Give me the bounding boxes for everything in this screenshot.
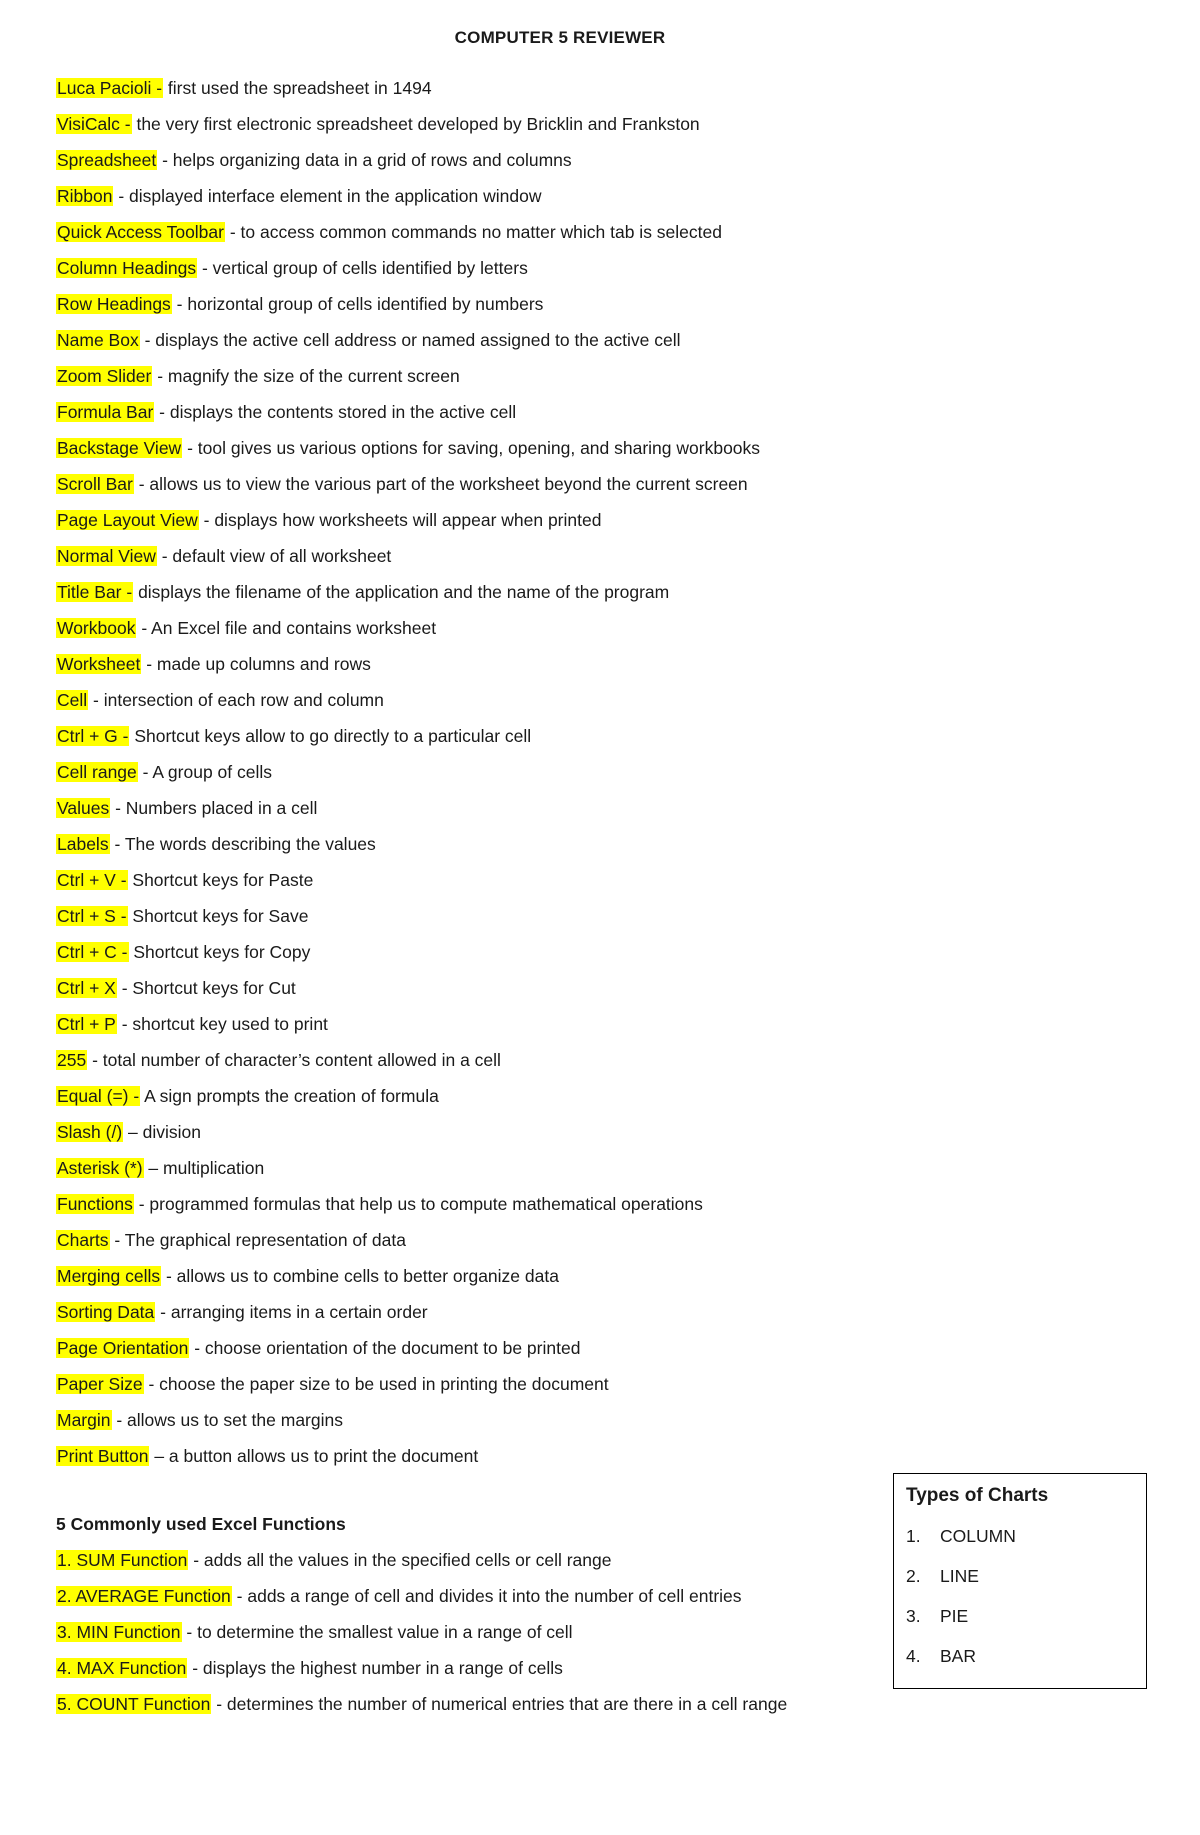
term-definition: - An Excel file and contains worksheet bbox=[136, 618, 437, 638]
term-definition: - displays the contents stored in the active cell bbox=[154, 402, 517, 422]
definition-line bbox=[56, 1692, 1056, 1728]
term-definition: - Numbers placed in a cell bbox=[110, 798, 318, 818]
highlighted-term: Asterisk (*) bbox=[57, 1158, 143, 1178]
definition-line bbox=[56, 1300, 1056, 1336]
chart-types-box bbox=[893, 1473, 1147, 1689]
definition-line bbox=[56, 1048, 1056, 1084]
highlighted-term: Slash (/) bbox=[57, 1122, 123, 1142]
definition-line bbox=[56, 256, 1056, 292]
definition-line bbox=[56, 904, 1056, 940]
term-definition: - made up columns and rows bbox=[141, 654, 371, 674]
definition-line bbox=[56, 1084, 1056, 1120]
chart-type-item bbox=[906, 1604, 1016, 1644]
term-definition: - vertical group of cells identified by letters bbox=[197, 258, 528, 278]
highlighted-term: Merging cells bbox=[57, 1266, 161, 1286]
term-definition: - The graphical representation of data bbox=[109, 1230, 406, 1250]
highlighted-term: Quick Access Toolbar bbox=[57, 222, 224, 242]
definition-line bbox=[56, 868, 1056, 904]
definition-line bbox=[56, 184, 1056, 220]
definition-line bbox=[56, 112, 1056, 148]
term-definition: Shortcut keys for Copy bbox=[128, 942, 311, 962]
highlighted-term: Ctrl + P bbox=[57, 1014, 116, 1034]
chart-types-title: Types of Charts bbox=[906, 1485, 1049, 1506]
chart-types-list bbox=[906, 1524, 1016, 1684]
highlighted-term: Equal (=) - bbox=[57, 1086, 140, 1106]
highlighted-term: Page Layout View bbox=[57, 510, 198, 530]
definition-line bbox=[56, 328, 1056, 364]
definition-line bbox=[56, 1120, 1056, 1156]
highlighted-term: Sorting Data bbox=[57, 1302, 155, 1322]
highlighted-term: Ctrl + X bbox=[57, 978, 116, 998]
highlighted-term: 2. AVERAGE Function bbox=[57, 1586, 231, 1606]
definition-line bbox=[56, 1408, 1056, 1444]
highlighted-term: Workbook bbox=[57, 618, 136, 638]
term-definition: - allows us to set the margins bbox=[111, 1410, 343, 1430]
term-definition: first used the spreadsheet in 1494 bbox=[163, 78, 432, 98]
chart-type-label: BAR bbox=[940, 1646, 976, 1666]
definition-line bbox=[56, 1336, 1056, 1372]
highlighted-term: Margin bbox=[57, 1410, 111, 1430]
highlighted-term: 255 bbox=[57, 1050, 87, 1070]
term-definition: - displays the active cell address or named assigned to the active cell bbox=[139, 330, 681, 350]
term-definition: - horizontal group of cells identified by numbers bbox=[171, 294, 544, 314]
definition-line bbox=[56, 1264, 1056, 1300]
highlighted-term: Ctrl + S - bbox=[57, 906, 127, 926]
definition-line bbox=[56, 724, 1056, 760]
highlighted-term: Cell bbox=[57, 690, 88, 710]
definition-line bbox=[56, 940, 1056, 976]
definition-line bbox=[56, 472, 1056, 508]
term-definition: - adds all the values in the specified cells or cell range bbox=[188, 1550, 612, 1570]
highlighted-term: Spreadsheet bbox=[57, 150, 157, 170]
list-number: 3. bbox=[906, 1606, 921, 1626]
highlighted-term: Name Box bbox=[57, 330, 139, 350]
definition-line bbox=[56, 688, 1056, 724]
definition-line bbox=[56, 580, 1056, 616]
term-definition: - to access common commands no matter which tab is selected bbox=[224, 222, 722, 242]
highlighted-term: Cell range bbox=[57, 762, 137, 782]
chart-type-item bbox=[906, 1644, 1016, 1684]
chart-type-label: PIE bbox=[940, 1606, 969, 1626]
definition-line bbox=[56, 1012, 1056, 1048]
term-definition: - shortcut key used to print bbox=[116, 1014, 328, 1034]
term-definition: - Shortcut keys for Cut bbox=[116, 978, 296, 998]
functions-section-title: 5 Commonly used Excel Functions bbox=[56, 1514, 346, 1534]
term-definition: - intersection of each row and column bbox=[88, 690, 384, 710]
highlighted-term: Labels bbox=[57, 834, 109, 854]
definition-line bbox=[56, 436, 1056, 472]
chart-type-item bbox=[906, 1524, 1016, 1564]
definition-line bbox=[56, 508, 1056, 544]
term-definition: Shortcut keys for Paste bbox=[127, 870, 314, 890]
definition-line bbox=[56, 76, 1056, 112]
chart-type-label: LINE bbox=[940, 1566, 979, 1586]
highlighted-term: Functions bbox=[57, 1194, 133, 1214]
chart-type-item bbox=[906, 1564, 1016, 1604]
term-definition: - displayed interface element in the application window bbox=[113, 186, 542, 206]
term-definition: – division bbox=[123, 1122, 201, 1142]
highlighted-term: Title Bar - bbox=[57, 582, 133, 602]
definition-line bbox=[56, 148, 1056, 184]
page-title: COMPUTER 5 REVIEWER bbox=[454, 28, 666, 47]
term-definition: displays the filename of the application and the name of the program bbox=[133, 582, 670, 602]
definition-line bbox=[56, 220, 1056, 256]
definition-line bbox=[56, 652, 1056, 688]
term-definition: - default view of all worksheet bbox=[156, 546, 392, 566]
definition-line bbox=[56, 292, 1056, 328]
term-definition: - allows us to view the various part of the worksheet beyond the current screen bbox=[133, 474, 748, 494]
term-definition: - allows us to combine cells to better organize data bbox=[161, 1266, 559, 1286]
term-definition: - displays how worksheets will appear when printed bbox=[198, 510, 602, 530]
definition-line bbox=[56, 976, 1056, 1012]
definition-line bbox=[56, 832, 1056, 868]
highlighted-term: Values bbox=[57, 798, 110, 818]
term-definition: - tool gives us various options for saving, opening, and sharing workbooks bbox=[182, 438, 761, 458]
highlighted-term: Row Headings bbox=[57, 294, 171, 314]
definition-line bbox=[56, 1192, 1056, 1228]
term-definition: – multiplication bbox=[143, 1158, 265, 1178]
definition-line bbox=[56, 400, 1056, 436]
list-number: 1. bbox=[906, 1526, 921, 1546]
term-definition: A sign prompts the creation of formula bbox=[140, 1086, 439, 1106]
terms-list bbox=[56, 76, 1056, 1480]
term-definition: Shortcut keys allow to go directly to a particular cell bbox=[129, 726, 532, 746]
highlighted-term: 5. COUNT Function bbox=[57, 1694, 211, 1714]
term-definition: - determines the number of numerical entries that are there in a cell range bbox=[211, 1694, 788, 1714]
term-definition: – a button allows us to print the document bbox=[149, 1446, 479, 1466]
highlighted-term: 1. SUM Function bbox=[57, 1550, 188, 1570]
term-definition: - programmed formulas that help us to compute mathematical operations bbox=[133, 1194, 703, 1214]
highlighted-term: 4. MAX Function bbox=[57, 1658, 187, 1678]
highlighted-term: Ctrl + G - bbox=[57, 726, 129, 746]
definition-line bbox=[56, 544, 1056, 580]
highlighted-term: Normal View bbox=[57, 546, 156, 566]
term-definition: - displays the highest number in a range of cells bbox=[187, 1658, 563, 1678]
term-definition: - magnify the size of the current screen bbox=[152, 366, 460, 386]
definition-line bbox=[56, 796, 1056, 832]
highlighted-term: Print Button bbox=[57, 1446, 149, 1466]
term-definition: - choose the paper size to be used in printing the document bbox=[143, 1374, 609, 1394]
definition-line bbox=[56, 1372, 1056, 1408]
term-definition: - A group of cells bbox=[137, 762, 273, 782]
definition-line bbox=[56, 760, 1056, 796]
term-definition: - choose orientation of the document to be printed bbox=[189, 1338, 581, 1358]
highlighted-term: Charts bbox=[57, 1230, 109, 1250]
highlighted-term: Worksheet bbox=[57, 654, 141, 674]
term-definition: Shortcut keys for Save bbox=[127, 906, 309, 926]
highlighted-term: Backstage View bbox=[57, 438, 182, 458]
definition-line bbox=[56, 1228, 1056, 1264]
term-definition: - helps organizing data in a grid of rows and columns bbox=[157, 150, 572, 170]
list-number: 4. bbox=[906, 1646, 921, 1666]
list-number: 2. bbox=[906, 1566, 921, 1586]
definition-line bbox=[56, 1156, 1056, 1192]
highlighted-term: Formula Bar bbox=[57, 402, 154, 422]
highlighted-term: Ribbon bbox=[57, 186, 113, 206]
chart-type-label: COLUMN bbox=[940, 1526, 1016, 1546]
term-definition: - adds a range of cell and divides it into the number of cell entries bbox=[231, 1586, 742, 1606]
highlighted-term: VisiCalc - bbox=[57, 114, 131, 134]
term-definition: - total number of character’s content allowed in a cell bbox=[87, 1050, 501, 1070]
term-definition: - to determine the smallest value in a range of cell bbox=[181, 1622, 573, 1642]
definition-line bbox=[56, 364, 1056, 400]
highlighted-term: Column Headings bbox=[57, 258, 197, 278]
highlighted-term: Paper Size bbox=[57, 1374, 143, 1394]
term-definition: - arranging items in a certain order bbox=[155, 1302, 428, 1322]
highlighted-term: Page Orientation bbox=[57, 1338, 189, 1358]
highlighted-term: Ctrl + C - bbox=[57, 942, 128, 962]
highlighted-term: Zoom Slider bbox=[57, 366, 152, 386]
highlighted-term: Ctrl + V - bbox=[57, 870, 127, 890]
highlighted-term: Scroll Bar bbox=[57, 474, 133, 494]
term-definition: the very first electronic spreadsheet developed by Bricklin and Frankston bbox=[131, 114, 700, 134]
definition-line bbox=[56, 616, 1056, 652]
highlighted-term: Luca Pacioli - bbox=[57, 78, 163, 98]
highlighted-term: 3. MIN Function bbox=[57, 1622, 181, 1642]
term-definition: - The words describing the values bbox=[109, 834, 376, 854]
